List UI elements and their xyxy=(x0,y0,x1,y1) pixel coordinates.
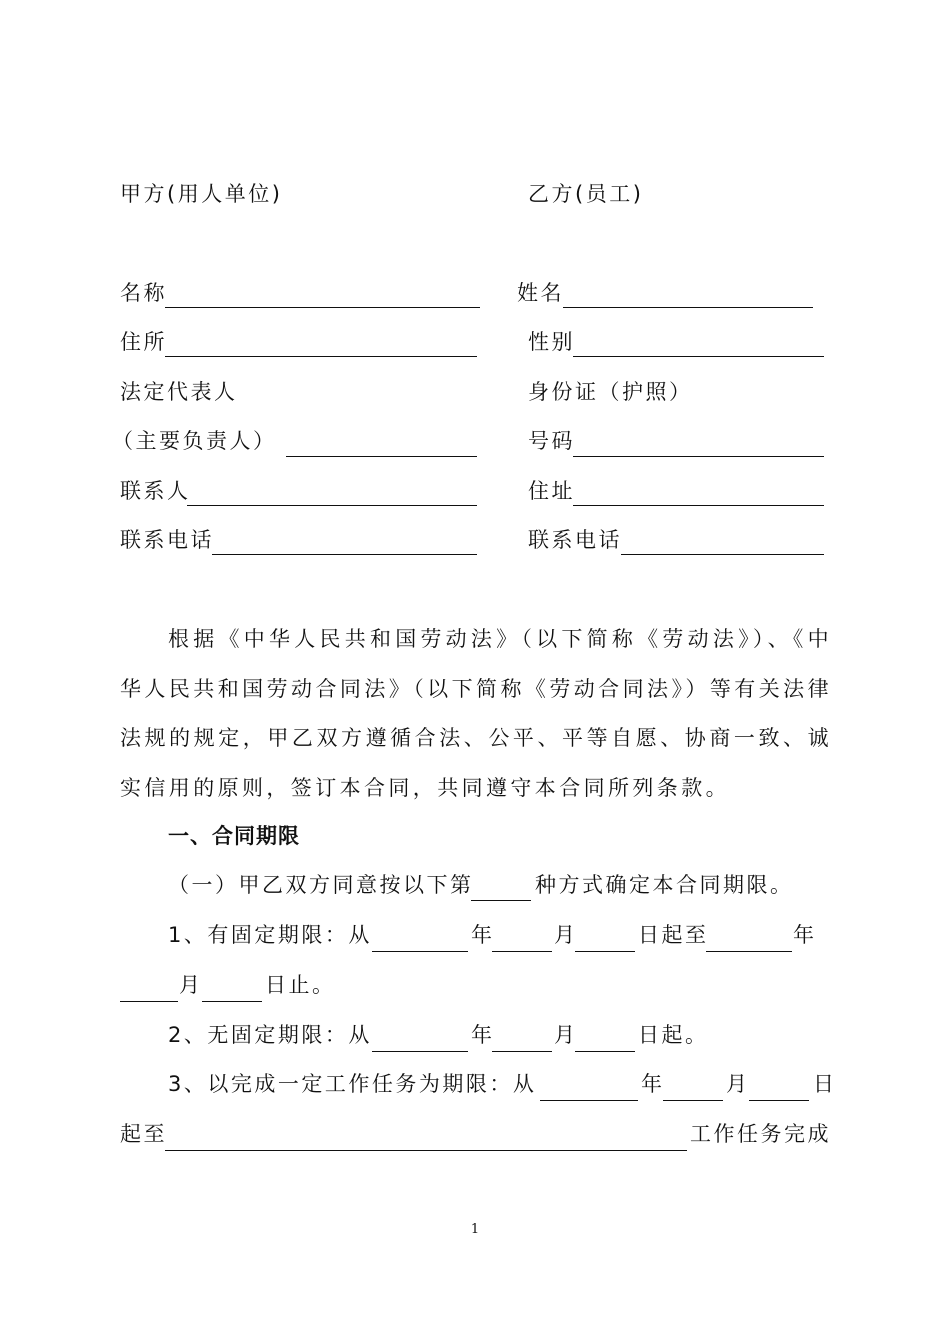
option2-day-start: 日起。 xyxy=(638,1023,709,1047)
preamble-paragraph: 根据《中华人民共和国劳动法》（以下简称《劳动法》）、《中华人民共和国劳动合同法》（以下简称《劳动合同法》）等有关法律法规的规定，甲乙双方遵循合法、公平、平等自愿、协商一致、诚实信用的原则，签订本合同，共同遵守本合同所列条款。 xyxy=(120,627,832,800)
option3-qizhi: 起至 xyxy=(120,1122,167,1146)
option1-end-month-field[interactable] xyxy=(120,1001,178,1002)
party-b-phone-label: 联系电话 xyxy=(528,528,622,552)
option1-from-to: 日起至 xyxy=(638,923,709,947)
option3-month-label: 月 xyxy=(726,1072,750,1096)
party-b-gender-label: 性别 xyxy=(528,330,575,354)
section-heading-term: 一、合同期限 xyxy=(168,824,300,848)
option2-day-field[interactable] xyxy=(575,1051,635,1052)
party-b-number-field[interactable] xyxy=(573,456,824,457)
clause1-suffix: 种方式确定本合同期限。 xyxy=(535,873,794,897)
option1-start-month-field[interactable] xyxy=(492,951,552,952)
option3-prefix: 3、以完成一定工作任务为期限：从 xyxy=(168,1072,537,1096)
party-b-title: 乙方(员工) xyxy=(528,182,644,206)
party-a-name-label: 名称 xyxy=(120,281,167,305)
option2-month-label: 月 xyxy=(554,1023,578,1047)
clause1-option-field[interactable] xyxy=(471,900,531,901)
party-b-address-field[interactable] xyxy=(573,505,824,506)
option3-task-done: 工作任务完成 xyxy=(690,1122,831,1146)
option3-day-field[interactable] xyxy=(749,1100,809,1101)
option2-month-field[interactable] xyxy=(492,1051,552,1052)
option1-end-year-field[interactable] xyxy=(706,951,792,952)
party-a-phone-label: 联系电话 xyxy=(120,528,214,552)
party-b-number-label: 号码 xyxy=(528,429,575,453)
page-number: 1 xyxy=(470,1222,480,1237)
party-b-gender-field[interactable] xyxy=(573,356,824,357)
party-a-name-field[interactable] xyxy=(165,307,480,308)
party-a-legal-rep-field[interactable] xyxy=(286,456,477,457)
party-a-legal-rep-label: 法定代表人 xyxy=(120,380,238,404)
option1-year-label: 年 xyxy=(471,923,495,947)
option2-year-label: 年 xyxy=(471,1023,495,1047)
party-b-name-field[interactable] xyxy=(563,307,813,308)
option1-prefix: 1、有固定期限：从 xyxy=(168,923,372,947)
party-a-principal-label: （主要负责人） xyxy=(112,429,277,453)
party-a-address-label: 住所 xyxy=(120,330,167,354)
party-a-contact-field[interactable] xyxy=(187,505,477,506)
option1-month-label: 月 xyxy=(554,923,578,947)
party-a-address-field[interactable] xyxy=(165,356,477,357)
option3-day-label: 日 xyxy=(813,1072,837,1096)
party-a-phone-field[interactable] xyxy=(212,554,477,555)
option3-year-field[interactable] xyxy=(540,1100,638,1101)
option2-year-field[interactable] xyxy=(372,1051,468,1052)
party-b-phone-field[interactable] xyxy=(621,554,824,555)
option1-end-month-label: 月 xyxy=(179,973,203,997)
option1-end-year-label: 年 xyxy=(793,923,817,947)
option1-start-year-field[interactable] xyxy=(372,951,468,952)
party-b-address-label: 住址 xyxy=(528,479,575,503)
clause1-prefix: （一）甲乙双方同意按以下第 xyxy=(168,873,474,897)
option3-task-field[interactable] xyxy=(165,1150,687,1151)
option3-year-label: 年 xyxy=(641,1072,665,1096)
option1-start-day-field[interactable] xyxy=(575,951,635,952)
option2-prefix: 2、无固定期限：从 xyxy=(168,1023,372,1047)
option1-day-end: 日止。 xyxy=(265,973,336,997)
option1-end-day-field[interactable] xyxy=(202,1001,262,1002)
party-a-title: 甲方(用人单位) xyxy=(120,182,283,206)
option3-month-field[interactable] xyxy=(663,1100,723,1101)
party-b-id-label: 身份证（护照） xyxy=(528,380,693,404)
party-a-contact-label: 联系人 xyxy=(120,479,191,503)
party-b-name-label: 姓名 xyxy=(517,281,564,305)
